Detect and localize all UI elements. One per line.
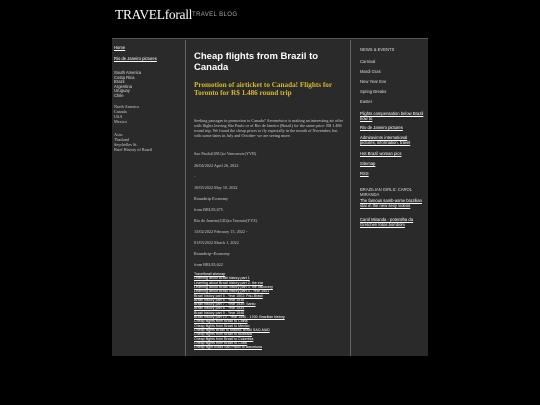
event-new-year-eve[interactable]: New Year Eve (360, 79, 387, 84)
flight-depart-date-1: 26/04/2022 April 26, 2022 (194, 163, 239, 168)
related-link[interactable]: Learning about Brazil history part 4 - Year 1501 (194, 289, 270, 294)
related-link[interactable]: Cheap flight Brazil Sao Paulo to Barcelona (194, 345, 262, 350)
sidebar-region-south-america[interactable]: South America (114, 70, 142, 75)
flight-class-2: Roundtrip--Economy (194, 251, 230, 256)
site-logo[interactable]: TRAVELforall (115, 7, 193, 22)
related-link[interactable]: Travelforall sitemap (194, 272, 226, 276)
flight-route-1: Sao Paulo(GRU)to Vancouver(YVR) (194, 151, 257, 156)
sidebar-region-brazil[interactable]: Brazil (114, 79, 125, 84)
flight-return-date-2: 01/03/2022 March 1, 2022 (194, 240, 239, 245)
related-link[interactable]: Cheap flights from Brazil to Cuba (194, 340, 247, 345)
event-spring-breaks[interactable]: Spring Breaks (360, 89, 387, 94)
sidebar-link-samba-star[interactable]: The famous samb-asme brazilian star in the new sexy videos (360, 198, 422, 208)
right-column-divider (350, 40, 351, 356)
sidebar-link-rss[interactable]: RSS (360, 171, 369, 176)
header-divider (112, 38, 428, 39)
sidebar-region-thailand[interactable]: Thailand (114, 137, 129, 142)
left-sidebar (112, 40, 185, 356)
sidebar-rio-pictures-link[interactable]: Rio de Janeiro pictures (114, 56, 157, 61)
sidebar-region-chile[interactable]: Chile (114, 92, 124, 98)
sidebar-region-canada[interactable]: Canada (114, 109, 127, 114)
sidebar-north-america-heading[interactable]: North America (114, 104, 140, 109)
event-easter[interactable]: Easter (360, 99, 373, 104)
sidebar-link-flights-compensation[interactable]: Flights compensation below Brazil how to (360, 111, 424, 121)
post-title: Cheap flights from Brazil to Canada (194, 51, 319, 73)
related-link[interactable]: Cheap flights Brazil to Madrid: Brazil SAO-MAD (194, 327, 270, 332)
event-mardi-gras[interactable]: Mardi Gras (360, 69, 381, 74)
sidebar-link-hot-brazil[interactable]: Hot Brazil woman pics (360, 151, 402, 156)
sidebar-link-international-pictures[interactable]: Admiravimm international pictures, information, travel (360, 135, 411, 145)
news-events-heading: NEWS & EVENTS (360, 47, 395, 52)
flight-class-1: Roundtrip Economy (194, 196, 229, 201)
related-link[interactable]: Cheap flights from Brazil to Australia (194, 332, 252, 337)
related-link[interactable]: Cheap flights from Brazil to China (194, 319, 248, 324)
site-header (112, 4, 428, 38)
sidebar-link-sitemap[interactable]: Sitemap (360, 161, 376, 166)
sidebar-region-seychelles[interactable]: Seychelles St. (114, 142, 138, 147)
main-content (192, 40, 346, 356)
flight-return-date-1: 10/05/2022 May 10, 2022 (194, 185, 238, 190)
sidebar-asia-heading: Asia: (114, 132, 123, 137)
sidebar-region-usa[interactable]: USA (114, 114, 123, 119)
sidebar-link-rio-pictures[interactable]: Rio de Janeiro pictures (360, 125, 403, 130)
sidebar-region-mexico[interactable]: Mexico (114, 119, 127, 124)
sidebar-region-uruguay[interactable]: Uruguay (114, 88, 130, 93)
related-link[interactable]: Brazil history part 10 - Year 1590 - 1700: Brazilian history (194, 315, 285, 319)
related-link[interactable]: Brazil history part 6 - Year 1516 (194, 297, 245, 302)
site-tagline: TRAVEL BLOG (192, 12, 238, 18)
related-link[interactable]: Brazil history part 5 - Year 1503: Pau-Brasil (194, 293, 263, 298)
flight-separator-1: - (194, 174, 196, 179)
sidebar-link-carol-miranda[interactable]: Carol Miranda - potentiha da Gretchen fotos bombom (360, 217, 414, 227)
related-link[interactable]: Learning about Brazil history part 3: the discovery (194, 284, 273, 289)
page-container (112, 4, 428, 356)
related-link[interactable]: Brazil history part 8 - Year 1534 (194, 306, 245, 311)
flight-price-1: from BRL83,675 (194, 207, 223, 212)
post-subtitle: Promotion of airticket to Canada! Flights for Toronto for R$ 1.486 round trip (194, 81, 332, 97)
left-column-divider (185, 40, 186, 356)
sidebar-region-costa-rica[interactable]: Costa Rica (114, 74, 135, 80)
sidebar-home-link[interactable]: Home (114, 45, 126, 50)
related-link[interactable]: Brazil history part 9 - Year 1548 (194, 310, 245, 315)
flight-route-2: Rio de Janeiro(GIG)to Toronto(YYZ) (194, 218, 258, 223)
right-sidebar (356, 40, 426, 356)
related-link[interactable]: Brazil history part 7 - Year 1530: Santo (194, 302, 256, 307)
post-intro: Seeking passages in promotion to Canada? Aeroméxico is making an interesting air offer with flights leaving São Paulo or of Rio de Janeiro (Brazil) for the same price: R$ 1.486 round trip. We found the cheap prices to fly especially in the month of November, but with some dates in July and October- we are seeing more. (194, 118, 344, 138)
sidebar-region-argentina[interactable]: Argentina (114, 83, 132, 89)
flight-dates-2: 15/02/2022 February 15, 2022 - (194, 229, 248, 234)
event-carnival[interactable]: Carnival (360, 59, 376, 64)
related-link[interactable]: Cheap flights from Brazil to Colombia (194, 336, 254, 341)
related-link[interactable]: Learning about Brazil history part 2: the era (194, 280, 263, 285)
sidebar-brazil-history-link[interactable]: Brief History of Brazil (114, 147, 153, 152)
related-link[interactable]: Cheap flights from Brazil to Mexico (194, 323, 250, 328)
flight-price-2: from BRL83,622 (194, 262, 223, 267)
related-link[interactable]: Learning about Brazil history part 1 (194, 276, 250, 281)
brazilian-girls-heading: BRAZILIAN GIRLS: CAROL MIRANDA (360, 187, 412, 197)
